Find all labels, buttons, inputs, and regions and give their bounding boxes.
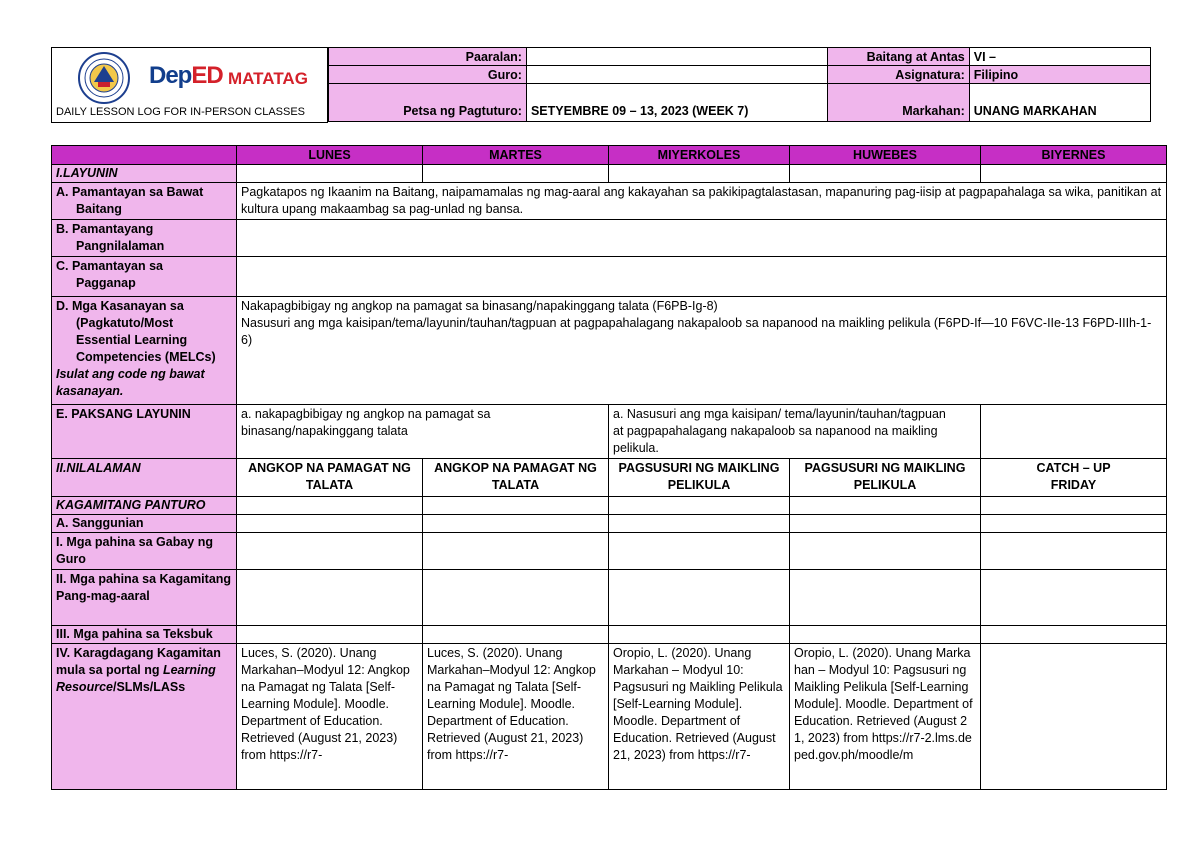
resource-lunes: Luces, S. (2020). Unang Markahan–Modyul 12: Angkop na Pamagat ng Talata [Self-Learning Module]. Moodle. Department of Education. Retrieved (August 21, 2023) from https://r7- <box>237 644 423 790</box>
table-cell <box>609 515 790 533</box>
day-header-huwebes: HUWEBES <box>790 146 981 165</box>
document-title: DAILY LESSON LOG FOR IN-PERSON CLASSES <box>56 106 305 118</box>
melc-line: Nasusuri ang mga kaisipan/tema/layunin/tauhan/tagpuan at pagpapahalagang nakapaloob sa napanood na maikling pelikula (F6PD-If—10 F6VC-IIe-13 F6PD-IIIh-1-6) <box>241 316 1152 347</box>
table-row <box>52 165 1167 183</box>
table-row <box>52 257 1167 297</box>
pamantayan-pagganap-value <box>237 257 1167 297</box>
paksang-layunin-wed-thu: a. Nasusuri ang mga kaisipan/ tema/layunin/tauhan/tagpuan at pagpapahalagang nakapaloob sa napanood na maikling pelikula. <box>609 405 981 459</box>
label-line: (Pagkatuto/Most <box>76 316 174 330</box>
deped-seal-icon <box>78 52 130 104</box>
table-row <box>52 626 1167 644</box>
header-block <box>51 47 1151 123</box>
layunin-label: I.LAYUNIN <box>52 165 237 183</box>
label-line: Baitang <box>76 202 122 216</box>
resource-martes: Luces, S. (2020). Unang Markahan–Modyul 12: Angkop na Pamagat ng Talata [Self-Learning Module]. Moodle. Department of Education. Retrieved (August 21, 2023) from https://r7- <box>423 644 609 790</box>
nilalaman-martes: ANGKOP NA PAMAGAT NG TALATA <box>423 459 609 497</box>
label-line: Competencies (MELCs) <box>76 350 216 364</box>
label-text: /SLMs/LASs <box>112 680 186 694</box>
day-header-blank <box>52 146 237 165</box>
table-cell <box>423 497 609 515</box>
kasanayan-label <box>52 297 237 405</box>
paaralan-value <box>526 48 827 66</box>
table-cell <box>790 533 981 570</box>
pamantayang-pangnilalaman-value <box>237 220 1167 257</box>
deped-logo: DepED <box>149 62 223 89</box>
pamantayan-pagganap-label <box>52 257 237 297</box>
table-cell <box>790 497 981 515</box>
label-line: FRIDAY <box>1050 478 1097 492</box>
pamantayan-bawat-baitang-label <box>52 183 237 220</box>
markahan-value: UNANG MARKAHAN <box>969 84 1150 122</box>
table-row <box>52 405 1167 459</box>
table-cell <box>237 497 423 515</box>
day-header-martes: MARTES <box>423 146 609 165</box>
table-cell <box>237 626 423 644</box>
table-row <box>52 297 1167 405</box>
day-header-biyernes: BIYERNES <box>981 146 1167 165</box>
label-line: B. Pamantayang <box>56 222 154 236</box>
table-cell <box>981 515 1167 533</box>
table-cell <box>609 165 790 183</box>
table-cell <box>981 644 1167 790</box>
nilalaman-label: II.NILALAMAN <box>52 459 237 497</box>
table-row <box>52 497 1167 515</box>
table-cell <box>609 497 790 515</box>
table-cell <box>981 533 1167 570</box>
day-header-lunes: LUNES <box>237 146 423 165</box>
day-header-miyerkoles: MIYERKOLES <box>609 146 790 165</box>
table-cell <box>609 533 790 570</box>
table-cell <box>609 570 790 626</box>
logo-box <box>51 47 328 123</box>
table-cell <box>790 515 981 533</box>
label-line: Isulat ang code ng bawat kasanayan. <box>56 367 205 398</box>
petsa-value: SETYEMBRE 09 – 13, 2023 (WEEK 7) <box>526 84 827 122</box>
table-row <box>52 459 1167 497</box>
nilalaman-lunes: ANGKOP NA PAMAGAT NG TALATA <box>237 459 423 497</box>
table-cell <box>790 626 981 644</box>
melc-line: Nakapagbibigay ng angkop na pamagat sa binasang/napakinggang talata (F6PB-Ig-8) <box>241 299 718 313</box>
table-cell <box>423 515 609 533</box>
table-row <box>52 515 1167 533</box>
table-cell <box>237 515 423 533</box>
table-cell <box>981 626 1167 644</box>
sanggunian-label: A. Sanggunian <box>52 515 237 533</box>
nilalaman-miyerkoles: PAGSUSURI NG MAIKLING PELIKULA <box>609 459 790 497</box>
table-cell <box>423 165 609 183</box>
petsa-label: Petsa ng Pagtuturo: <box>329 84 527 122</box>
resource-huwebes: Oropio, L. (2020). Unang Markahan – Modyul 10: Pagsusuri ng Maikling Pelikula [Self-Learning Module]. Moodle. Department of Education. Retrieved (August 21, 2023) from https://r7-2.lms.deped.gov.ph/moodle/m <box>790 644 981 790</box>
label-line: D. Mga Kasanayan sa <box>56 299 184 313</box>
matatag-logo: MATATAG <box>228 69 308 88</box>
table-row <box>52 220 1167 257</box>
asignatura-label: Asignatura: <box>828 66 969 84</box>
gabay-label: I. Mga pahina sa Gabay ng Guro <box>52 533 237 570</box>
table-row <box>52 183 1167 220</box>
label-text: Learning Resource <box>56 663 216 694</box>
label-line: CATCH – UP <box>1036 461 1111 475</box>
label-line: Pagganap <box>76 276 136 290</box>
nilalaman-huwebes: PAGSUSURI NG MAIKLING PELIKULA <box>790 459 981 497</box>
baitang-value: VI – <box>969 48 1150 66</box>
markahan-label: Markahan: <box>828 84 969 122</box>
asignatura-value: Filipino <box>969 66 1150 84</box>
nilalaman-biyernes <box>981 459 1167 497</box>
kasanayan-value <box>237 297 1167 405</box>
table-cell <box>981 405 1167 459</box>
label-text: IV. Karagdagang Kagamitan mula sa portal ng <box>56 646 221 677</box>
table-cell <box>423 533 609 570</box>
table-cell <box>790 570 981 626</box>
guro-value <box>526 66 827 84</box>
table-cell <box>609 626 790 644</box>
lesson-log-table <box>51 145 1167 790</box>
table-row <box>52 533 1167 570</box>
baitang-label: Baitang at Antas <box>828 48 969 66</box>
table-row <box>52 570 1167 626</box>
table-cell <box>981 497 1167 515</box>
table-cell <box>790 165 981 183</box>
table-row <box>52 644 1167 790</box>
table-cell <box>981 165 1167 183</box>
resource-miyerkoles: Oropio, L. (2020). Unang Markahan – Modyul 10: Pagsusuri ng Maikling Pelikula [Self-Learning Module]. Moodle. Department of Education. Retrieved (August 21, 2023) from https://r7- <box>609 644 790 790</box>
paksang-layunin-label: E. PAKSANG LAYUNIN <box>52 405 237 459</box>
table-cell <box>981 570 1167 626</box>
guro-label: Guro: <box>329 66 527 84</box>
kagamitan-label: KAGAMITANG PANTURO <box>52 497 237 515</box>
label-line: A. Pamantayan sa Bawat <box>56 185 204 199</box>
kagamitang-label: II. Mga pahina sa Kagamitang Pang-mag-aaral <box>52 570 237 626</box>
header-info-table <box>328 47 1151 122</box>
table-cell <box>237 533 423 570</box>
label-line: Essential Learning <box>76 333 188 347</box>
paaralan-label: Paaralan: <box>329 48 527 66</box>
paksang-layunin-mon-tue: a. nakapagbibigay ng angkop na pamagat sa binasang/napakinggang talata <box>237 405 609 459</box>
table-cell <box>237 165 423 183</box>
days-header-row <box>52 146 1167 165</box>
table-cell <box>423 570 609 626</box>
label-line: C. Pamantayan sa <box>56 259 163 273</box>
pamantayan-bawat-baitang-value: Pagkatapos ng Ikaanim na Baitang, naipamamalas ng mag-aaral ang kakayahan sa pakikipagtalastasan, mapanuring pag-iisip at pagpapahalaga sa wika, panitikan at kultura upang makaambag sa pag-unlad ng bansa. <box>237 183 1167 220</box>
table-cell <box>237 570 423 626</box>
pamantayang-pangnilalaman-label <box>52 220 237 257</box>
table-cell <box>423 626 609 644</box>
label-line: Pangnilalaman <box>76 239 165 253</box>
teksbuk-label: III. Mga pahina sa Teksbuk <box>52 626 237 644</box>
karagdagang-kagamitan-label <box>52 644 237 790</box>
